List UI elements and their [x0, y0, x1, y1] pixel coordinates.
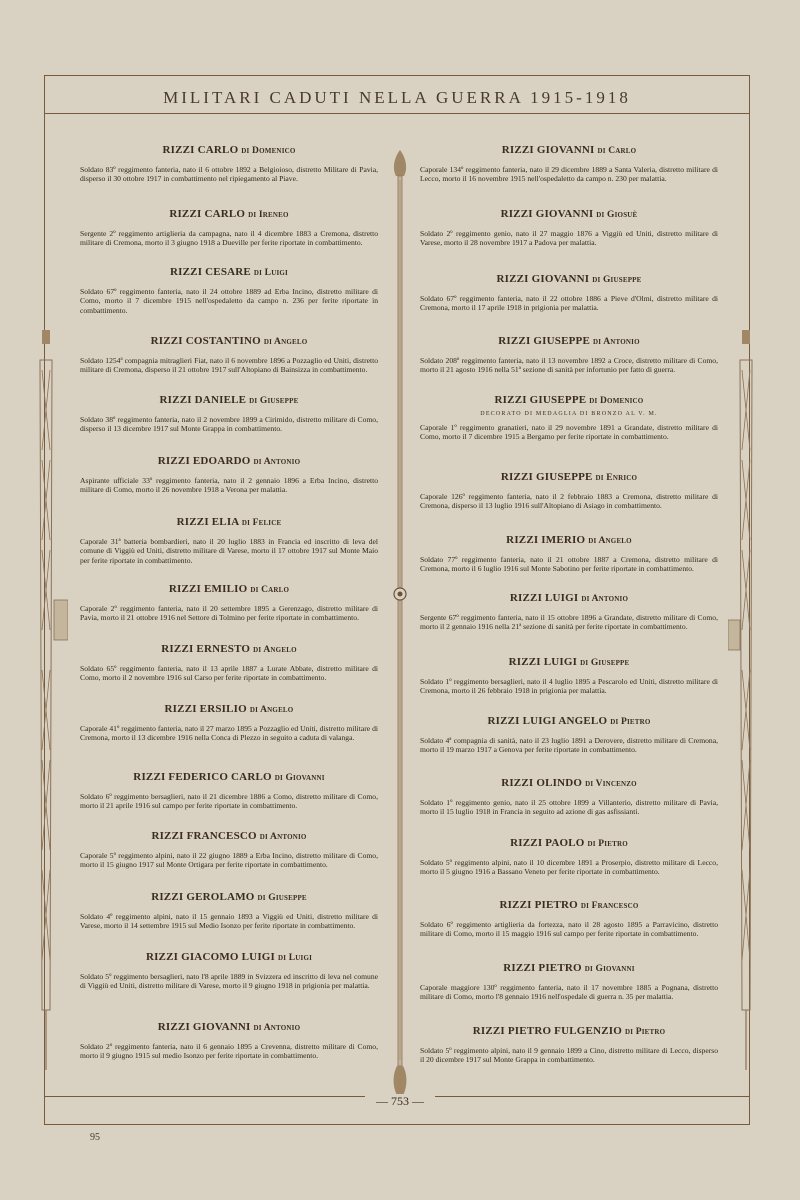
entry: [80, 516, 378, 565]
entry-name: RIZZI FRANCESCO di Antonio: [151, 830, 307, 842]
entry-text: Soldato 6º reggimento bersaglieri, nato il 21 dicembre 1886 a Como, distretto militare di Como, morto il 21 aprile 1916 sul campo per ferite riportate in combattimento.: [80, 792, 378, 811]
entry: [420, 592, 718, 632]
entry-name: RIZZI GIACOMO LUIGI di Luigi: [145, 951, 313, 963]
entry: [420, 656, 718, 696]
entry: [420, 394, 718, 442]
right-pole-ornament: [728, 330, 758, 1070]
entry-text: Soldato 5º reggimento alpini, nato il 10 dicembre 1891 a Proserpio, distretto militare di Lecco, morto il 5 giugno 1916 a Bassano Veneto per ferite riportate in combattimento.: [420, 858, 718, 877]
entry-text: Soldato 6º reggimento artiglieria da fortezza, nato il 28 agosto 1895 a Parravicino, distretto militare di Como, morto il 15 maggio 1916 sul campo per ferite riportate in combattimento.: [420, 920, 718, 939]
entry: [80, 771, 378, 811]
entry-text: Soldato 77º reggimento fanteria, nato il 21 ottobre 1887 a Cremona, distretto militare di Cremona, morto il 6 luglio 1916 sul Monte Sabotino per ferite riportate in combattimento.: [420, 555, 718, 574]
entry-name: RIZZI PIETRO di Giovanni: [503, 962, 635, 974]
entry: [420, 899, 718, 939]
entry: [80, 144, 378, 184]
entry-name: RIZZI LUIGI di Antonio: [509, 592, 629, 604]
entry-text: Sergente 67º reggimento fanteria, nato il 15 ottobre 1896 a Grandate, distretto militare di Como, morto il 2 gennaio 1916 nella 21ª sezione di sanità per ferite riportate in combattimento.: [420, 613, 718, 632]
entry-text: Soldato 65º reggimento fanteria, nato il 13 aprile 1887 a Lurate Abbate, distretto militare di Como, morto il 2 novembre 1916 sul Carso per ferite riportate in combattimento.: [80, 664, 378, 683]
entry-name: RIZZI FEDERICO CARLO di Giovanni: [133, 771, 325, 783]
entry-text: Caporale 2º reggimento fanteria, nato il 20 settembre 1895 a Gerenzago, distretto militare di Pavia, morto il 21 ottobre 1916 nel Settore di Tolmino per ferite riportate in combattimento.: [80, 604, 378, 623]
entry-name: RIZZI COSTANTINO di Angelo: [150, 335, 308, 347]
entry-text: Soldato 2º reggimento genio, nato il 27 maggio 1876 a Viggiù ed Uniti, distretto militare di Varese, morto il 28 novembre 1917 a Padova per malattia.: [420, 229, 718, 248]
entry-name: RIZZI LUIGI di Giuseppe: [508, 656, 630, 668]
entry-name: RIZZI LUIGI ANGELO di Pietro: [487, 715, 651, 727]
entry-text: Soldato 1254ª compagnia mitraglieri Fiat, nato il 6 novembre 1896 a Pozzaglio ed Uniti, distretto militare di Cremona, disperso il 21 ottobre 1917 sull'Altopiano di Bainsizza in combattimento.: [80, 356, 378, 375]
entry-name: RIZZI PIETRO FULGENZIO di Pietro: [472, 1025, 666, 1037]
entry-text: Sergente 2º reggimento artiglieria da campagna, nato il 4 dicembre 1883 a Cremona, distretto militare di Cremona, morto il 3 giugno 1918 a Dueville per ferite riportate in combattimento.: [80, 229, 378, 248]
entry: [80, 830, 378, 870]
page-header: [44, 78, 750, 114]
entry: [80, 455, 378, 495]
entry-text: Caporale 5º reggimento alpini, nato il 22 giugno 1889 a Erba Incino, distretto militare di Como, morto il 15 giugno 1917 sul Monte Ortigara per ferite riportate in combattimento.: [80, 851, 378, 870]
bottom-rule: [44, 1124, 750, 1125]
entry: [80, 891, 378, 931]
entry-name: RIZZI DANIELE di Giuseppe: [159, 394, 299, 406]
page-number: — 753 —: [365, 1094, 435, 1109]
entry: [80, 583, 378, 623]
entry-name: RIZZI CARLO di Domenico: [162, 144, 296, 156]
entry-text: Caporale 41º reggimento fanteria, nato il 27 marzo 1895 a Pozzaglio ed Uniti, distretto militare di Cremona, morto il 13 dicembre 1916 nella Conca di Plezzo in seguito a caduta di valanga.: [80, 724, 378, 743]
entry-name: RIZZI GIOVANNI di Carlo: [501, 144, 637, 156]
entry: [80, 643, 378, 683]
entry: [420, 335, 718, 375]
entry-name: RIZZI GIOVANNI di Giosuè: [500, 208, 638, 220]
entry-text: Caporale 31ª batteria bombardieri, nato il 20 luglio 1883 in Francia ed inscritto di leva del comune di Viggiù ed Uniti, distretto militare di Varese, morto il 17 ottobre 1917 sul Monte Maio per ferite riportate in combattimento.: [80, 537, 378, 565]
decoration-note: DECORATO DI MEDAGLIA DI BRONZO AL V. M.: [480, 411, 658, 417]
entry-name: RIZZI GIOVANNI di Giuseppe: [496, 273, 642, 285]
entry-name: RIZZI OLINDO di Vincenzo: [501, 777, 637, 789]
entry-text: Caporale 126º reggimento fanteria, nato il 2 febbraio 1883 a Cremona, distretto militare di Cremona, disperso il 13 luglio 1916 sull'Altopiano di Asiago in combattimento.: [420, 492, 718, 511]
entry-name: RIZZI CESARE di Luigi: [170, 266, 288, 278]
entry-text: Soldato 5º reggimento alpini, nato il 9 gennaio 1899 a Cino, distretto militare di Lecco, disperso il 20 dicembre 1917 sul Monte Grappa in combattimento.: [420, 1046, 718, 1065]
entry-name: RIZZI PIETRO di Francesco: [499, 899, 639, 911]
entry-name: RIZZI GEROLAMO di Giuseppe: [151, 891, 307, 903]
entry-name: RIZZI ELIA di Felice: [176, 516, 282, 528]
entry: [420, 534, 718, 574]
entry-name: RIZZI GIOVANNI di Antonio: [157, 1021, 301, 1033]
entry: [420, 208, 718, 248]
entry-text: Soldato 1º reggimento genio, nato il 25 ottobre 1899 a Villanterio, distretto militare di Pavia, morto il 15 luglio 1918 in Francia in seguito ad azione di gas asfissianti.: [420, 798, 718, 817]
entry-text: Soldato 67º reggimento fanteria, nato il 22 ottobre 1886 a Pieve d'Olmi, distretto militare di Cremona, morto il 17 aprile 1918 in prigionia per malattia.: [420, 294, 718, 313]
entry-text: Soldato 208º reggimento fanteria, nato il 13 novembre 1892 a Croce, distretto militare di Como, morto il 21 agosto 1916 nella 51ª sezione di sanità per infortunio per fatto di guerra.: [420, 356, 718, 375]
entry: [80, 703, 378, 743]
left-pole-ornament: [36, 330, 68, 1070]
entry-text: Soldato 1º reggimento bersaglieri, nato il 4 luglio 1895 a Pescarolo ed Uniti, distretto militare di Cremona, morto il 26 febbraio 1918 in prigionia per malattia.: [420, 677, 718, 696]
entry-name: RIZZI ERSILIO di Angelo: [164, 703, 294, 715]
entry: [420, 273, 718, 313]
entry: [420, 1025, 718, 1065]
entry-text: Soldato 38º reggimento fanteria, nato il 2 novembre 1899 a Cirimido, distretto militare di Como, disperso il 13 dicembre 1917 sul Monte Grappa in combattimento.: [80, 415, 378, 434]
entry: [80, 394, 378, 434]
sheet-number: 95: [90, 1132, 100, 1143]
entry: [80, 951, 378, 991]
entry-text: Soldato 4ª compagnia di sanità, nato il 23 luglio 1891 a Derovere, distretto militare di Cremona, morto il 19 marzo 1917 a Genova per ferite riportate in combattimento.: [420, 736, 718, 755]
entry-name: RIZZI GIUSEPPE di Domenico: [494, 394, 644, 406]
entry-name: RIZZI GIUSEPPE di Enrico: [500, 471, 638, 483]
center-pole-ornament: [392, 150, 408, 1100]
entry: [420, 837, 718, 877]
entry-text: Aspirante ufficiale 33º reggimento fanteria, nato il 2 gennaio 1896 a Erba Incino, distretto militare di Como, morto il 26 novembre 1918 a Verona per malattia.: [80, 476, 378, 495]
entry: [80, 266, 378, 315]
page-title: MILITARI CADUTI NELLA GUERRA 1915-1918: [163, 88, 631, 107]
entry-text: Soldato 4º reggimento alpini, nato il 15 gennaio 1893 a Viggiù ed Uniti, distretto militare di Varese, morto il 14 settembre 1915 sul Medio Isonzo per ferite riportate in combattimento.: [80, 912, 378, 931]
entry: [80, 208, 378, 248]
entry-name: RIZZI GIUSEPPE di Antonio: [498, 335, 640, 347]
entry-name: RIZZI ERNESTO di Angelo: [161, 643, 297, 655]
entry: [80, 335, 378, 375]
entry: [80, 1021, 378, 1061]
entry-text: Caporale 1º reggimento granatieri, nato il 29 novembre 1891 a Grandate, distretto militare di Como, morto il 7 dicembre 1915 a Bergamo per ferite riportate in combattimento.: [420, 423, 718, 442]
entry: [420, 144, 718, 184]
entry-name: RIZZI CARLO di Ireneo: [169, 208, 289, 220]
entry-name: RIZZI EMILIO di Carlo: [168, 583, 290, 595]
entry-text: Caporale maggiore 130º reggimento fanteria, nato il 17 novembre 1885 a Pognana, distretto militare di Como, morto l'8 gennaio 1916 nell'ospedale di guerra n. 35 per malattia.: [420, 983, 718, 1002]
entry: [420, 962, 718, 1002]
entry: [420, 715, 718, 755]
entry-text: Soldato 67º reggimento fanteria, nato il 24 ottobre 1889 ad Erba Incino, distretto militare di Como, morto il 7 dicembre 1915 nell'ospedaletto da campo n. 236 per ferite riportate in combattimento.: [80, 287, 378, 315]
entry: [420, 777, 718, 817]
entry-text: Caporale 134º reggimento fanteria, nato il 29 dicembre 1889 a Santa Valeria, distretto militare di Lecco, morto il 16 novembre 1915 nell'ospedaletto da campo n. 230 per malattia.: [420, 165, 718, 184]
entry-name: RIZZI EDOARDO di Antonio: [157, 455, 301, 467]
entry: [420, 471, 718, 511]
entry-text: Soldato 5º reggimento bersaglieri, nato l'8 aprile 1889 in Svizzera ed inscritto di leva nel comune di Viggiù ed Uniti, distretto militare di Varese, morto il 9 giugno 1918 in prigionia per malattia.: [80, 972, 378, 991]
entry-name: RIZZI PAOLO di Pietro: [510, 837, 628, 849]
entry-text: Soldato 83º reggimento fanteria, nato il 6 ottobre 1892 a Belgioioso, distretto Militare di Pavia, disperso il 30 ottobre 1917 in combattimento nel ripiegamento al Piave.: [80, 165, 378, 184]
entry-name: RIZZI IMERIO di Angelo: [506, 534, 632, 546]
entry-text: Soldato 2º reggimento fanteria, nato il 6 gennaio 1895 a Crevenna, distretto militare di Como, morto il 9 giugno 1915 sul medio Isonzo per ferite riportate in combattimento.: [80, 1042, 378, 1061]
